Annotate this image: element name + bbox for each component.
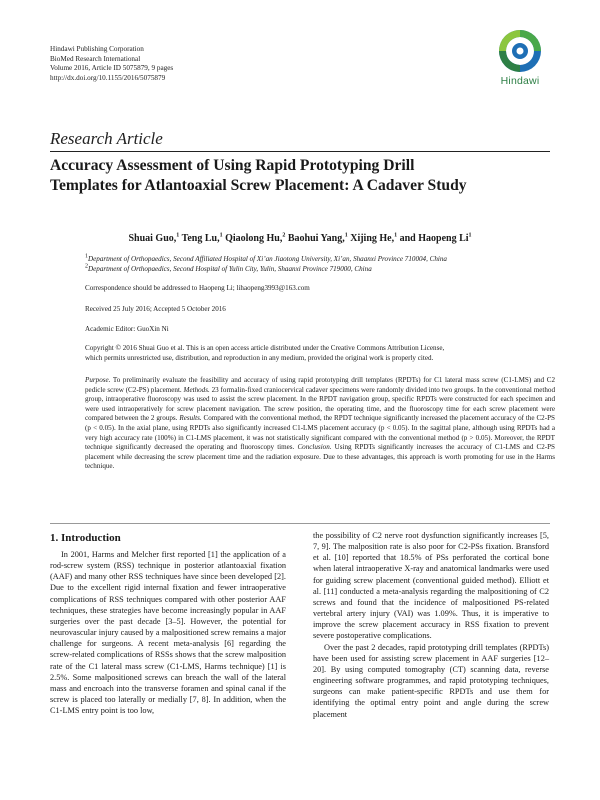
hindawi-logo-icon <box>497 28 543 74</box>
left-paragraph-1: In 2001, Harms and Melcher first reported [1] the application of a rod-screw system (RSS) technique in posterior atlantoaxial fixation (AAF) and many other RSS techniques have since been developed [2]. Due to the excellent rigid internal fixation and fewer intraoperative complications of RSS techniques compared with other posterior AAF techniques, these strategies have become increasingly popular in AAF surgeries over the past decade [3–5]. However, the potential for neurovascular injury caused by a malpositioned screw remains a major challenge for surgeons. A recent meta-analysis [6] regarding the screw-related complications of RSSs shows that the screw malposition rate of the C1 lateral mass screw (C1-LMS, Harms technique) [1] is 2.5%. Some malpositioned screws can breach the wall of the lateral mass and encroach into the transverse foramen and spinal canal if the screw is placed too laterally or medially [7, 8]. In addition, when the C1-LMS entry point is too low, <box>50 550 286 716</box>
author-list <box>50 233 550 244</box>
abstract-purpose-label: Purpose. <box>85 376 111 384</box>
section-heading: 1. Introduction <box>50 532 121 544</box>
right-column <box>313 530 549 720</box>
hindawi-logo <box>490 28 550 87</box>
right-paragraph-1: the possibility of C2 nerve root dysfunction significantly increases [5, 7, 9]. The malposition rate is also poor for C2-PSs fixation. Bransford et al. [10] reported that 18.5% of PSs perforated the cortical bone when lateral intraoperative X-ray and anatomical landmarks were used for guiding screw placement (conventional guided method). Elliott et al. [11] conducted a meta-analysis regarding the malpositioning of C2 screws and found that the incidence of malpositioned PS-related vertebral artery injury (VAI) was 1.09%. Thus, it is imperative to improve the screw placement accuracy in RSS fixation to prevent severe postoperative complications. <box>313 531 549 641</box>
abstract-results-label: Results. <box>179 414 202 423</box>
abstract-methods: 23 formalin-fixed craniocervical cadaver specimens were randomly divided into two groups. In the conventional method group, intraoperative fluoroscopy was used to assist the screw placement. In the RPDT navigation group, specific RPDTs were constructed for each specimen and were used intraoperatively for screw placement navigation. The screw position, the operating time, and the fluoroscopy time for each screw placement were compared between the 2 groups. <box>85 385 555 423</box>
abstract-results: Compared with the conventional method, the RPDT technique significantly increased the placement accuracy of the C2-PS (p < 0.05). In the axial plane, using RPDTs also significantly increased C1-LMS placement accuracy (p < 0.05). In the sagittal plane, although using RPDTs had a very high accuracy rate (100%) in C1-LMS placement, it was not statistically significant compared with the conventional method (p > 0.05). Moreover, the RPDT technique significantly decreased the operating and fluoroscopy times. <box>85 414 555 452</box>
hindawi-logo-text: Hindawi <box>500 75 540 87</box>
affiliation-2: $^2$Department of Orthopaedics, Second Hospital of Yulin City, Yulin, Shaanxi Province 719000, China <box>85 263 372 273</box>
right-paragraph-2: Over the past 2 decades, rapid prototyping drill templates (RPDTs) have been used for assisting screw placement in AAF surgeries [12–20]. By using computed tomography (CT) scanning data, reverse engineering software programmes, and rapid prototyping techniques, surgeons can make patient-specific RPDTs and use them for identifying the optimal entry point and angle during the screw placement <box>313 642 549 719</box>
author-1[interactable]: Shuai Guo,$^1$ <box>128 232 180 244</box>
abstract-methods-label: Methods. <box>183 385 210 394</box>
abstract <box>85 376 555 472</box>
publisher-name: Hindawi Publishing Corporation <box>50 45 144 53</box>
author-2[interactable]: Teng Lu,$^1$ <box>181 232 223 244</box>
article-type: Research Article <box>50 129 163 148</box>
author-4[interactable]: Baohui Yang,$^1$ <box>287 232 348 244</box>
title-line-1: Accuracy Assessment of Using Rapid Prototyping Drill <box>50 157 415 174</box>
section-divider <box>50 523 550 524</box>
received-dates: Received 25 July 2016; Accepted 5 October 2016 <box>85 305 226 313</box>
author-5[interactable]: Xijing He,$^1$ <box>350 232 398 244</box>
abstract-purpose: To preliminarily evaluate the feasibility and accuracy of using rapid prototyping drill templates (RPDTs) for C1 lateral mass screw (C1-LMS) and C2 pedicle screw (C2-PS) placement. <box>85 376 555 394</box>
doi-link[interactable]: http://dx.doi.org/10.1155/2016/5075879 <box>50 73 166 82</box>
abstract-conclusion: Using RPDTs significantly increases the accuracy of C1-LMS and C2-PS placement while decreasing the screw placement time and the radiation exposure. Due to these advantages, this approach is worth promoting for use in the Harms technique. <box>85 443 555 471</box>
copyright-line-1: Copyright © 2016 Shuai Guo et al. This is an open access article distributed under the Creative Commons Attribution License, <box>85 344 445 352</box>
title-rule <box>50 151 550 152</box>
title-line-2: Templates for Atlantoaxial Screw Placement: A Cadaver Study <box>50 176 467 194</box>
author-3[interactable]: Qiaolong Hu,$^2$ <box>225 232 286 244</box>
left-column <box>50 549 286 716</box>
correspondence: Correspondence should be addressed to Haopeng Li; lihaopeng3993@163.com <box>85 284 310 292</box>
abstract-conclusion-label: Conclusion. <box>297 443 332 452</box>
copyright-line-2: which permits unrestricted use, distribution, and reproduction in any medium, provided the original work is properly cited. <box>85 354 434 362</box>
academic-editor: Academic Editor: GuoXin Ni <box>85 325 169 333</box>
author-6[interactable]: and Haopeng Li$^1$ <box>399 232 472 244</box>
article-title <box>50 156 550 195</box>
journal-name: BioMed Research International <box>50 54 141 63</box>
affiliation-1: $^1$Department of Orthopaedics, Second Affiliated Hospital of Xi’an Jiaotong University, Xi’an, Shaanxi Province 710004, China <box>85 253 447 263</box>
journal-header <box>50 45 173 83</box>
volume-info: Volume 2016, Article ID 5075879, 9 pages <box>50 64 174 73</box>
